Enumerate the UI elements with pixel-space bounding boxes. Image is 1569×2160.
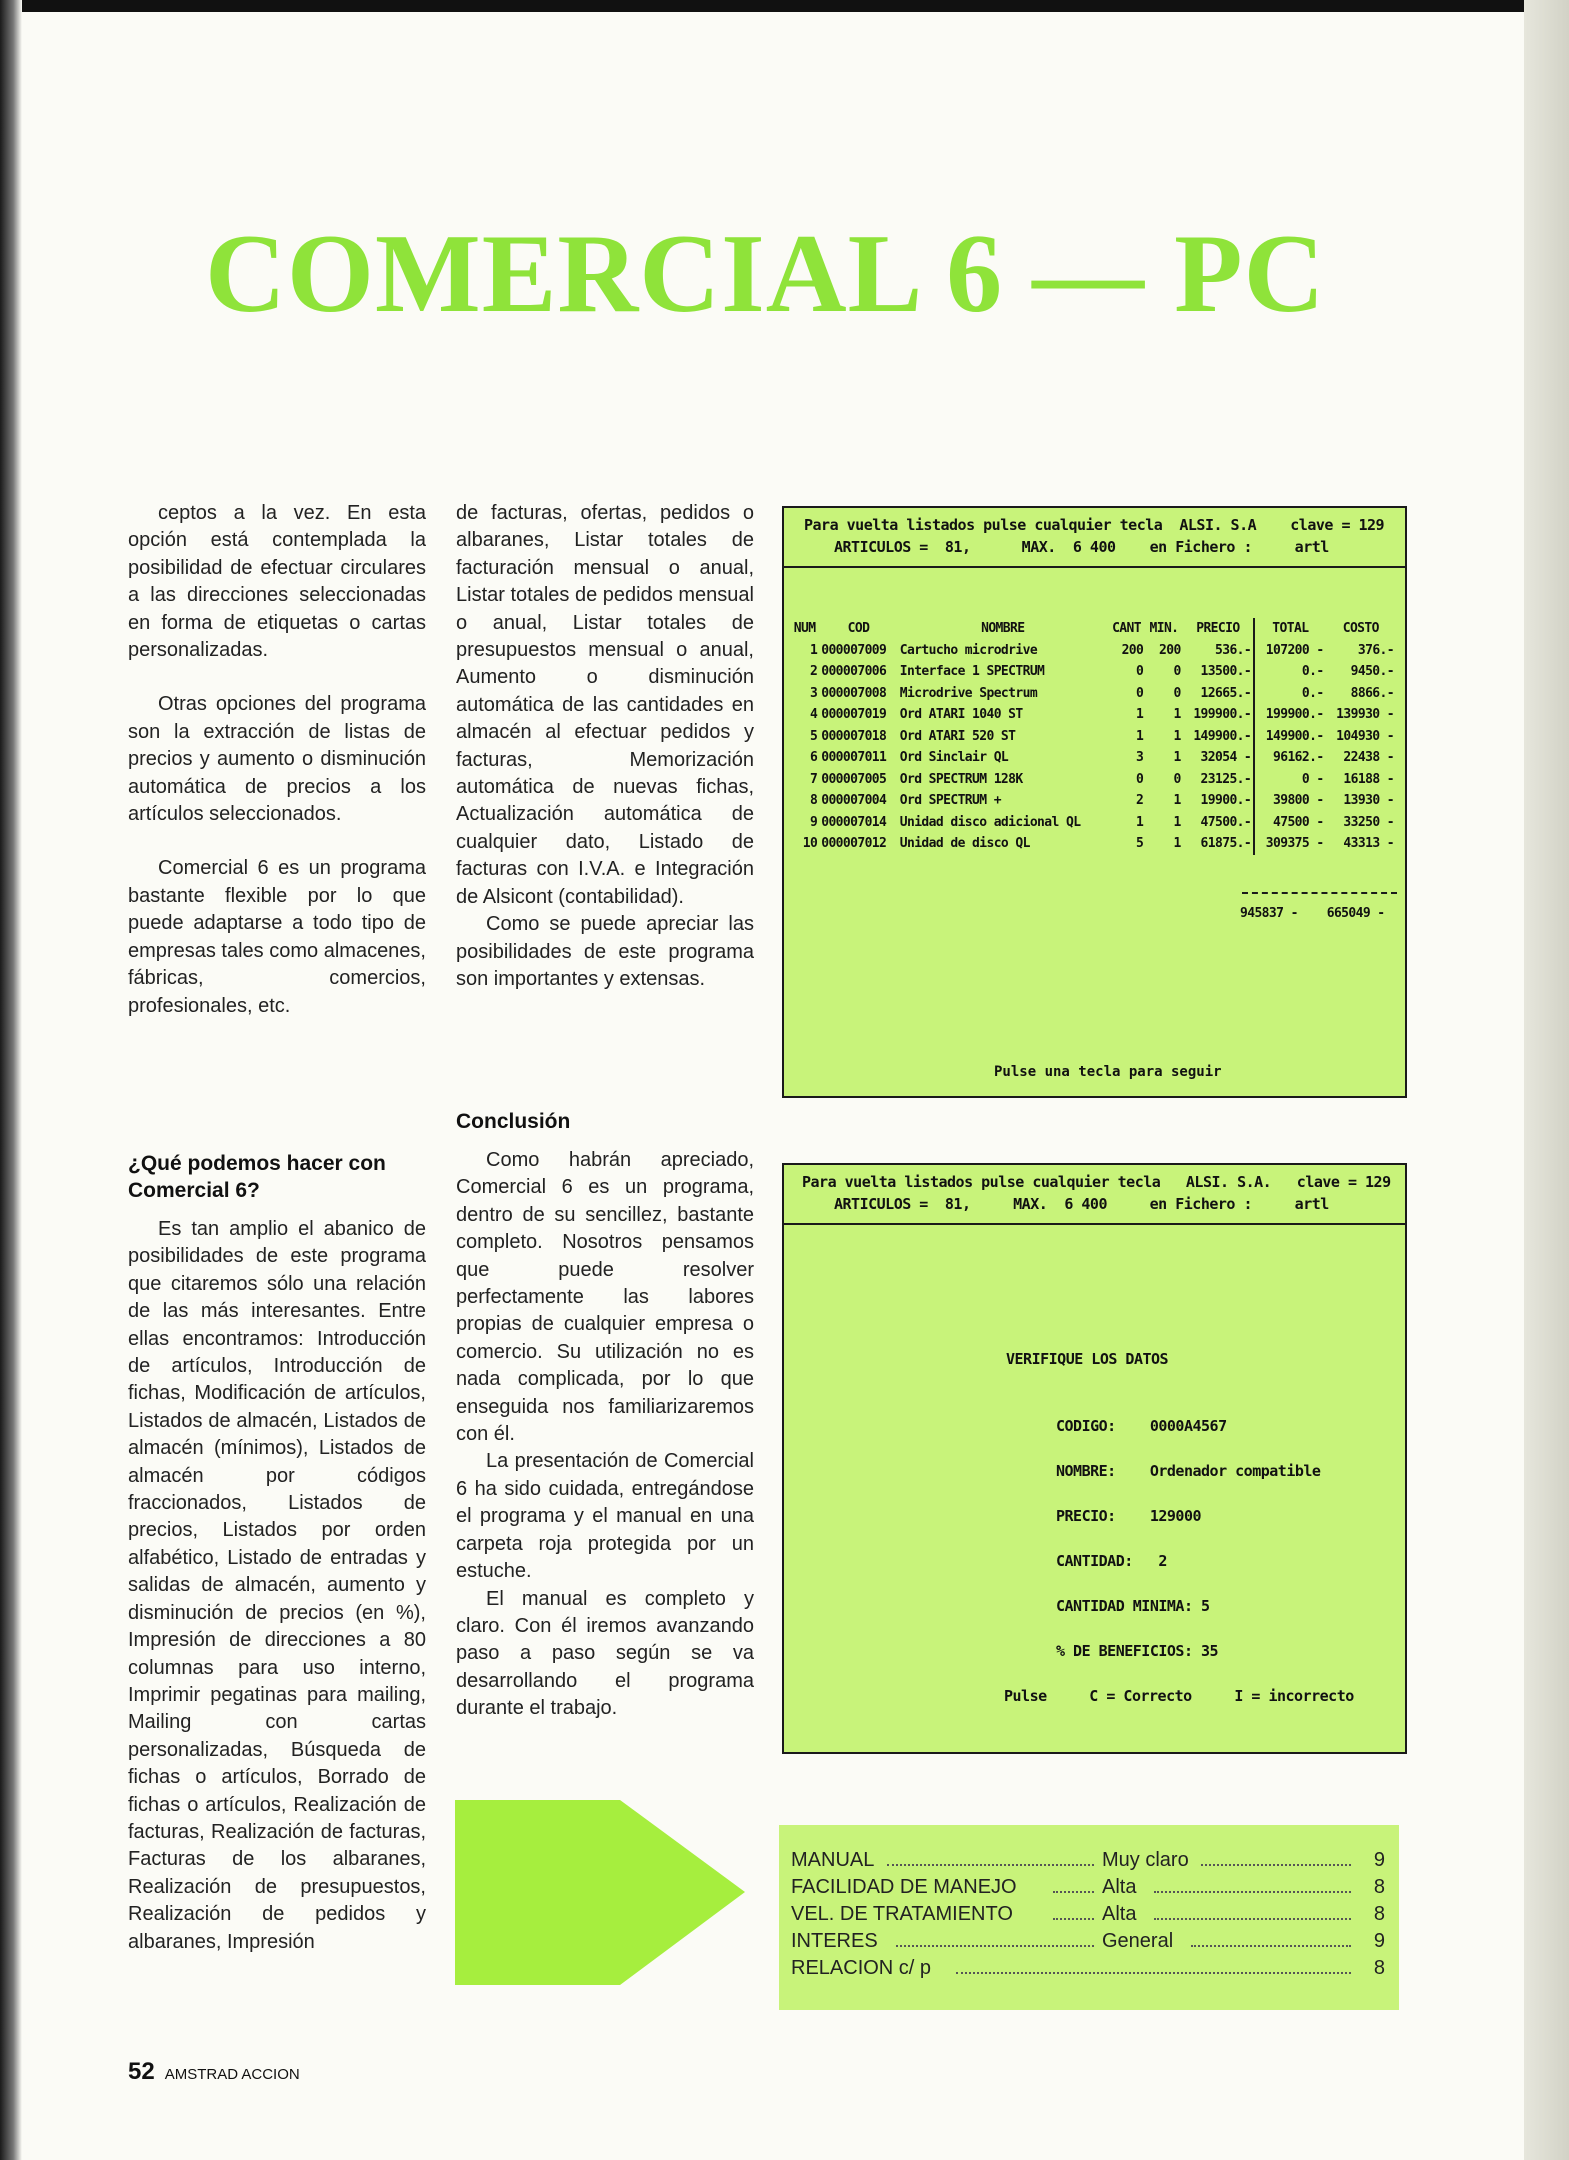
- page-left-edge: [0, 0, 22, 2160]
- table-cell: 1: [1173, 750, 1181, 766]
- column-2-top: [456, 500, 754, 993]
- screen-header: [784, 1165, 1405, 1225]
- rating-score: 9: [1373, 1930, 1385, 1952]
- rating-label: RELACION c/ p: [791, 1957, 932, 1979]
- table-cell: 23125.-: [1183, 769, 1254, 791]
- table-row: [790, 790, 1396, 812]
- table-cell: 104930 -: [1336, 728, 1394, 744]
- rating-label: FACILIDAD DE MANEJO: [791, 1876, 1017, 1898]
- rating-score: 9: [1373, 1849, 1385, 1871]
- paragraph: ceptos a la vez. En esta opción está contemplada la posibilidad de efectuar circulares a las direcciones seleccionadas en forma de etiquetas o cartas personalizadas.: [128, 502, 426, 662]
- table-cell: Ord ATARI 1040 ST: [899, 707, 1023, 723]
- table-row: [790, 661, 1396, 683]
- column-1-bottom: [128, 1150, 426, 1956]
- column-header: PRECIO: [1183, 618, 1254, 640]
- dot-leader: [956, 1972, 1351, 1974]
- screenshot-stock-listing: [782, 506, 1407, 1098]
- page-top-edge: [0, 0, 1569, 12]
- table-cell: Unidad de disco QL: [899, 836, 1030, 852]
- field-precio: PRECIO: 129000: [1056, 1507, 1202, 1525]
- table-cell: 0: [1173, 685, 1181, 701]
- table-cell: 000007014: [821, 814, 887, 830]
- table-cell: 61875.-: [1183, 833, 1254, 855]
- dot-leader: [1154, 1918, 1351, 1920]
- table-cell: 2: [1136, 793, 1144, 809]
- table-cell: 1: [1136, 728, 1144, 744]
- table-row: [790, 726, 1396, 748]
- magazine-name: AMSTRAD ACCION: [164, 2066, 300, 2083]
- table-cell: 200: [1159, 642, 1181, 658]
- table-cell: 000007005: [821, 771, 887, 787]
- table-cell: 1: [1173, 728, 1181, 744]
- table-cell: 0: [1136, 664, 1144, 680]
- column-header: CANT: [1112, 621, 1141, 637]
- rating-score: 8: [1373, 1903, 1385, 1925]
- table-cell: 139930 -: [1336, 707, 1394, 723]
- field-nombre: NOMBRE: Ordenador compatible: [1056, 1462, 1321, 1480]
- column-header: MIN.: [1149, 621, 1179, 637]
- paragraph: Otras opciones del programa son la extracción de listas de precios y aumento o disminución automática de precios a los artículos seleccionados.: [128, 693, 426, 826]
- rating-value: General: [1102, 1930, 1174, 1952]
- table-cell: 8866.-: [1350, 685, 1394, 701]
- table-cell: Interface 1 SPECTRUM: [899, 664, 1045, 680]
- column-header: COD: [847, 621, 870, 637]
- page-right-edge: [1524, 0, 1569, 2160]
- table-cell: 000007006: [821, 664, 887, 680]
- field-cantidad: CANTIDAD: 2: [1056, 1552, 1167, 1570]
- confirm-prompt: Pulse C = Correcto I = incorrecto: [1004, 1687, 1354, 1705]
- rating-row: [791, 1874, 1385, 1901]
- table-row: [790, 812, 1396, 834]
- table-cell: Microdrive Spectrum: [899, 685, 1038, 701]
- continue-prompt: Pulse una tecla para seguir: [994, 1064, 1222, 1080]
- table-cell: 149900.-: [1265, 728, 1324, 744]
- paragraph: Como habrán apreciado, Comercial 6 es un programa, dentro de su sencillez, bastante completo. Nosotros pensamos que puede resolver perfectamente las labores propias de cualquier empresa o comercio. Su utilización no es nada complicada, por lo que enseguida nos familiarizaremos con él.: [456, 1149, 754, 1446]
- rating-score: 8: [1373, 1876, 1385, 1898]
- table-cell: 149900.-: [1183, 726, 1254, 748]
- table-cell: 0: [1173, 664, 1181, 680]
- table-cell: 1: [1173, 793, 1181, 809]
- table-cell: 1: [1136, 814, 1144, 830]
- table-cell: Ord SPECTRUM 128K: [899, 771, 1023, 787]
- table-cell: 5: [809, 728, 818, 744]
- table-cell: 199900.-: [1183, 704, 1254, 726]
- screenshot-verify-data: [782, 1163, 1407, 1754]
- table-cell: 43313 -: [1343, 836, 1394, 852]
- rating-row: [791, 1928, 1385, 1955]
- stock-table: [790, 618, 1396, 855]
- table-cell: Ord SPECTRUM +: [899, 793, 1001, 809]
- table-header-row: [790, 618, 1396, 640]
- table-cell: 000007012: [821, 836, 887, 852]
- table-cell: 000007009: [821, 642, 887, 658]
- table-cell: 1: [1173, 814, 1181, 830]
- column-1-top: [128, 500, 426, 1020]
- table-row: [790, 747, 1396, 769]
- table-cell: 9450.-: [1350, 664, 1394, 680]
- table-cell: 47500 -: [1273, 814, 1324, 830]
- table-cell: 2: [809, 664, 818, 680]
- stock-table-body: [790, 640, 1396, 855]
- table-cell: 19900.-: [1183, 790, 1254, 812]
- table-cell: 0: [1173, 771, 1181, 787]
- rating-score: 8: [1373, 1957, 1385, 1979]
- table-cell: 1: [1173, 836, 1181, 852]
- totals-line: 945837 - 665049 -: [1240, 906, 1385, 921]
- section-heading-conclusion: Conclusión: [456, 1110, 571, 1133]
- column-2-bottom: [456, 1108, 754, 1723]
- table-cell: 0.-: [1301, 664, 1324, 680]
- table-row: [790, 640, 1396, 662]
- table-row: [790, 769, 1396, 791]
- paragraph: Como se puede apreciar las posibilidades de este programa son importantes y extensas.: [456, 913, 754, 990]
- table-cell: 13500.-: [1183, 661, 1254, 683]
- rating-label: MANUAL: [791, 1849, 875, 1871]
- table-cell: 000007018: [821, 728, 887, 744]
- dot-leader: [1191, 1945, 1351, 1947]
- table-cell: 0: [1136, 771, 1144, 787]
- header-line-1: Para vuelta listados pulse cualquier tecla ALSI. S.A. clave = 129: [802, 1173, 1391, 1191]
- paragraph: Es tan amplio el abanico de posibilidades de este programa que citaremos sólo una relación de las más interesantes. Entre ellas encontramos: Introducción de artículos, Introducción de fichas, Modificación de artículos, Listados de almacén, Listados de almacén (mínimos), Listados de almacén por códigos fraccionados, Listados de precios, Listados por orden alfabético, Listado de entradas y salidas de almacén, aumento y disminución de precios (en %), Impresión de direcciones a 80 columnas para uso interno, Imprimir pegatinas para mailing, Mailing con cartas personalizadas, Búsqueda de fichas o artículos, Borrado de fichas o artículos, Realización de facturas, Realización de facturas, Facturas de los albaranes, Realización de presupuestos, Realización de pedidos y albaranes, Impresión: [128, 1218, 426, 1953]
- field-cantidad-minima: CANTIDAD MINIMA: 5: [1056, 1597, 1210, 1615]
- rating-value: Muy claro: [1102, 1849, 1189, 1871]
- table-cell: 12665.-: [1183, 683, 1254, 705]
- table-cell: 47500.-: [1183, 812, 1254, 834]
- paragraph: Comercial 6 es un programa bastante flexible por lo que puede adaptarse a todo tipo de empresas tales como almacenes, fábricas, comercios, profesionales, etc.: [128, 857, 426, 1017]
- table-cell: 3: [809, 685, 818, 701]
- table-cell: 000007011: [821, 750, 887, 766]
- rating-row: [791, 1847, 1385, 1874]
- paragraph: La presentación de Comercial 6 ha sido cuidada, entregándose el programa y el manual en una carpeta roja protegida por un estuche.: [456, 1450, 754, 1583]
- table-row: [790, 683, 1396, 705]
- table-cell: 107200 -: [1265, 642, 1324, 658]
- table-cell: 536.-: [1183, 640, 1254, 662]
- table-cell: 13930 -: [1343, 793, 1394, 809]
- table-cell: Ord ATARI 520 ST: [899, 728, 1016, 744]
- page-footer: [128, 2058, 300, 2086]
- table-cell: 96162.-: [1273, 750, 1324, 766]
- table-cell: 309375 -: [1265, 836, 1324, 852]
- table-cell: 000007019: [821, 707, 887, 723]
- dot-leader: [896, 1945, 1094, 1947]
- rating-row: [791, 1901, 1385, 1928]
- column-header: NOMBRE: [981, 621, 1025, 637]
- field-beneficios: % DE BENEFICIOS: 35: [1056, 1642, 1219, 1660]
- table-cell: 5: [1136, 836, 1144, 852]
- totals-rule: [1242, 892, 1397, 894]
- green-arrow-graphic: [455, 1800, 745, 1985]
- header-line-2: ARTICULOS = 81, MAX. 6 400 en Fichero : artl: [834, 1195, 1329, 1213]
- dot-leader: [1053, 1918, 1094, 1920]
- table-cell: 22438 -: [1343, 750, 1394, 766]
- table-row: [790, 833, 1396, 855]
- table-cell: 32054 -: [1183, 747, 1254, 769]
- article-title: COMERCIAL 6 — PC: [205, 212, 1326, 336]
- table-cell: 0 -: [1301, 771, 1324, 787]
- table-row: [790, 704, 1396, 726]
- verify-title: VERIFIQUE LOS DATOS: [1006, 1350, 1169, 1368]
- column-header: NUM: [793, 621, 816, 637]
- rating-value: Alta: [1102, 1903, 1137, 1925]
- table-cell: 39800 -: [1273, 793, 1324, 809]
- table-cell: 376.-: [1357, 642, 1394, 658]
- table-cell: 0: [1136, 685, 1144, 701]
- dot-leader: [1201, 1864, 1351, 1866]
- header-line-1: Para vuelta listados pulse cualquier tecla ALSI. S.A clave = 129: [804, 516, 1385, 534]
- screen-header: [784, 508, 1405, 568]
- table-cell: Ord Sinclair QL: [899, 750, 1009, 766]
- rating-label: VEL. DE TRATAMIENTO: [791, 1903, 1013, 1925]
- dot-leader: [1154, 1891, 1351, 1893]
- rating-label: INTERES: [791, 1930, 878, 1952]
- table-cell: 1: [1173, 707, 1181, 723]
- rating-row: [791, 1955, 1385, 1982]
- field-codigo: CODIGO: 0000A4567: [1056, 1417, 1227, 1435]
- table-cell: 200: [1121, 642, 1144, 658]
- table-cell: 33250 -: [1343, 814, 1394, 830]
- table-cell: 7: [809, 771, 818, 787]
- table-cell: 000007004: [821, 793, 887, 809]
- rating-value: Alta: [1102, 1876, 1137, 1898]
- column-header: TOTAL: [1272, 621, 1309, 637]
- dot-leader: [887, 1864, 1094, 1866]
- table-cell: 1: [809, 642, 818, 658]
- dot-leader: [1053, 1891, 1094, 1893]
- section-heading: ¿Qué podemos hacer con Comercial 6?: [128, 1152, 386, 1202]
- table-cell: 6: [809, 750, 818, 766]
- table-cell: 000007008: [821, 685, 887, 701]
- table-cell: 4: [809, 707, 818, 723]
- column-header: COSTO: [1342, 621, 1379, 637]
- table-cell: 0.-: [1301, 685, 1324, 701]
- table-cell: 8: [809, 793, 818, 809]
- table-cell: 16188 -: [1343, 771, 1394, 787]
- table-cell: Unidad disco adicional QL: [899, 814, 1081, 830]
- ratings-box: [779, 1825, 1399, 2010]
- paragraph: de facturas, ofertas, pedidos o albaranes, Listar totales de facturación mensual o anual, Listar totales de pedidos mensual o anual, Listar totales de presupuestos mensual o anual, Aumento o disminución automática de las cantidades en almacén al efectuar pedidos y facturas, Memorización automática de nuevas fichas, Actualización automática de cualquier dato, Listado de facturas con I.V.A. e Integración de Alsicont (contabilidad).: [456, 502, 754, 908]
- table-cell: 199900.-: [1265, 707, 1324, 723]
- table-cell: 3: [1136, 750, 1144, 766]
- table-cell: 9: [809, 814, 818, 830]
- page-number: 52: [128, 2058, 155, 2085]
- table-cell: Cartucho microdrive: [899, 642, 1038, 658]
- table-cell: 10: [802, 836, 818, 852]
- table-cell: 1: [1136, 707, 1144, 723]
- header-line-2: ARTICULOS = 81, MAX. 6 400 en Fichero : artl: [834, 538, 1329, 556]
- paragraph: El manual es completo y claro. Con él iremos avanzando paso a paso según se va desarrollando el programa durante el trabajo.: [456, 1587, 754, 1720]
